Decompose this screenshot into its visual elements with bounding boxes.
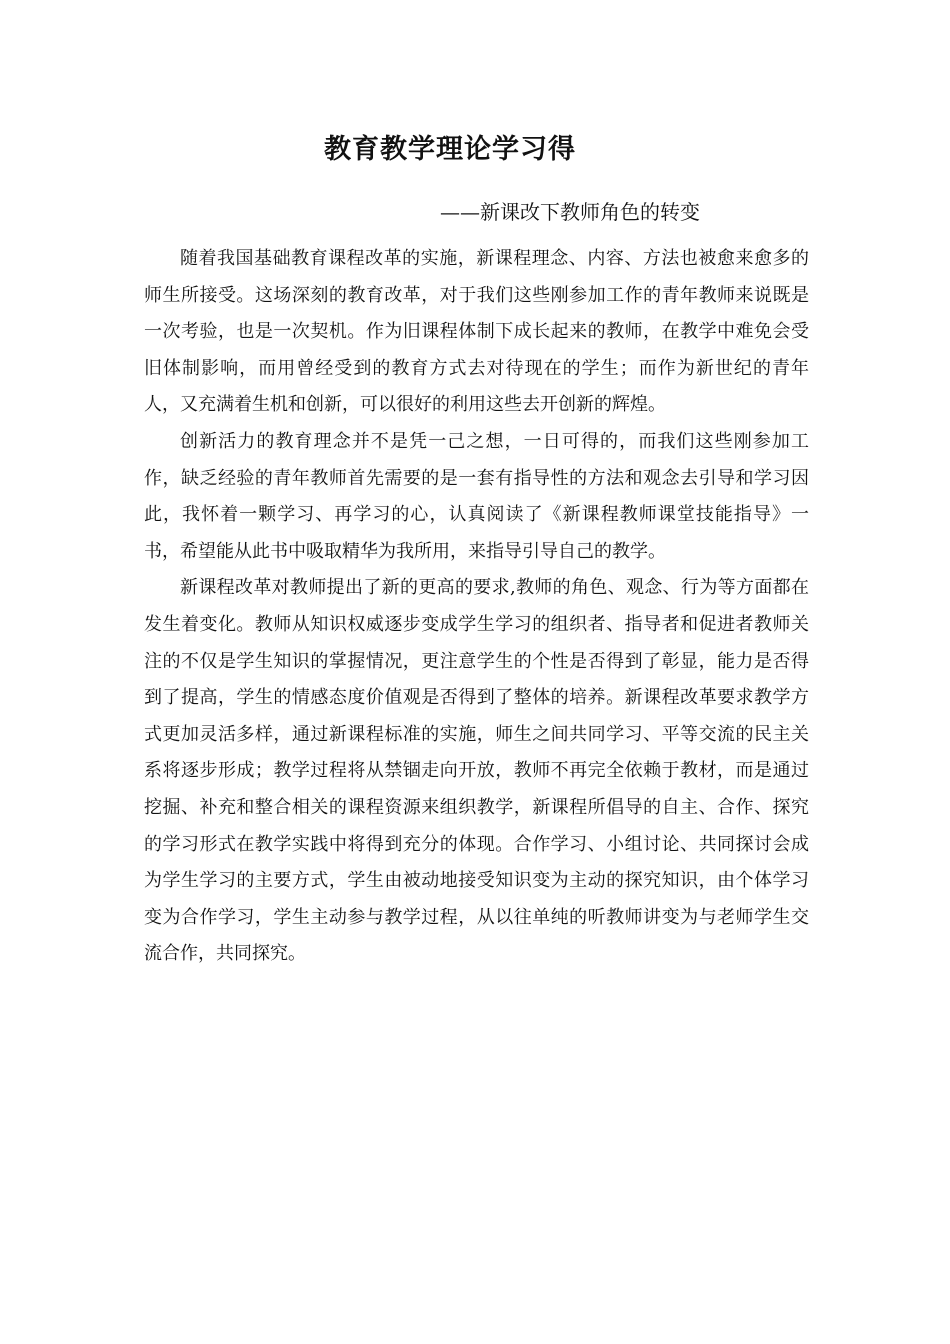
paragraph-1: 随着我国基础教育课程改革的实施，新课程理念、内容、方法也被愈来愈多的师生所接受。这场深刻的教育改革，对于我们这些刚参加工作的青年教师来说既是一次考验，也是一次契机。作为旧课程体制下成长起来的教师，在教学中难免会受旧体制影响，而用曾经受到的教育方式去对待现在的学生；而作为新世纪的青年人，又充满着生机和创新，可以很好的利用这些去开创新的辉煌。 — [144, 248, 809, 416]
paragraph-3: 新课程改革对教师提出了新的更高的要求,教师的角色、观念、行为等方面都在发生着变化。教师从知识权威逐步变成学生学习的组织者、指导者和促进者教师关注的不仅是学生知识的掌握情况，更注意学生的个性是否得到了彰显，能力是否得到了提高，学生的情感态度价值观是否得到了整体的培养。新课程改革要求教学方式更加灵活多样，通过新课程标准的实施，师生之间共同学习、平等交流的民主关系将逐步形成；教学过程将从禁锢走向开放，教师不再完全依赖于教材，而是通过挖掘、补充和整合相关的课程资源来组织教学，新课程所倡导的自主、合作、探究的学习形式在教学实践中将得到充分的体现。合作学习、小组讨论、共同探讨会成为学生学习的主要方式，学生由被动地接受知识变为主动的探究知识，由个体学习变为合作学习，学生主动参与教学过程，从以往单纯的听教师讲变为与老师学生交流合作，共同探究。 — [144, 577, 809, 965]
document-title: 教育教学理论学习得 — [324, 134, 576, 165]
paragraph-2: 创新活力的教育理念并不是凭一己之想，一日可得的，而我们这些刚参加工作，缺乏经验的青年教师首先需要的是一套有指导性的方法和观念去引导和学习因此，我怀着一颗学习、再学习的心，认真阅读了《新课程教师课堂技能指导》一书，希望能从此书中吸取精华为我所用，来指导引导自己的教学。 — [144, 430, 809, 562]
document-subtitle: ——新课改下教师角色的转变 — [440, 200, 700, 224]
document-body — [144, 241, 809, 973]
